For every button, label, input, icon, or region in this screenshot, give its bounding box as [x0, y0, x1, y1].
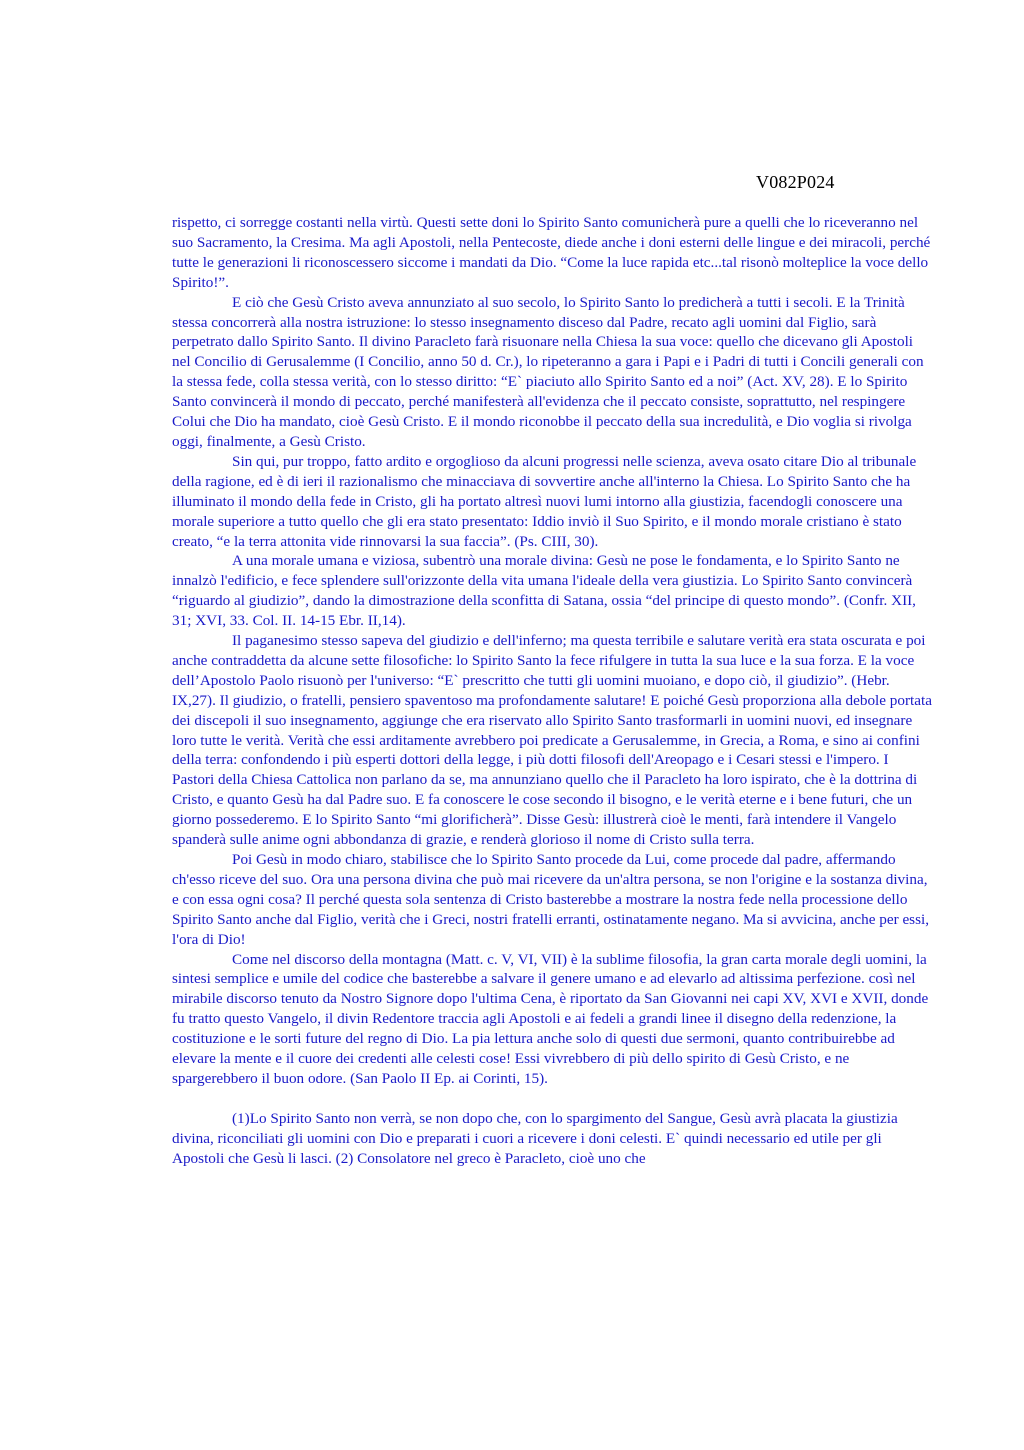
paragraph-2: E ciò che Gesù Cristo aveva annunziato al suo secolo, lo Spirito Santo lo predicherà a tutti i secoli. E la Trinità stessa concorrerà alla nostra istruzione: lo stesso insegnamento disceso dal Padre, recato agli uomini dal Figlio, sarà perpetrato dallo Spirito Santo. Il divino Paracleto farà risuonare nella Chiesa la sua voce: quello che dicevano gli Apostoli nel Concilio di Gerusalemme (I Concilio, anno 50 d. Cr.), lo ripeteranno a gara i Papi e i Padri di tutti i Concili generali con la stessa fede, colla stessa verità, con lo stesso diritto: “E` piaciuto allo Spirito Santo ed a noi” (Act. XV, 28). E lo Spirito Santo convincerà il mondo di peccato, perché manifesterà all'evidenza che il peccato consiste, soprattutto, nel respingere Colui che Dio ha mandato, cioè Gesù Cristo. E il mondo riconobbe il peccato della sua incredulità, e Dio voglia si rivolga oggi, finalmente, a Gesù Cristo. [172, 293, 924, 450]
paragraph-3: Sin qui, pur troppo, fatto ardito e orgoglioso da alcuni progressi nelle scienza, aveva osato citare Dio al tribunale della ragione, ed è di ieri il razionalismo che minacciava di sovvertire anche all'interno la Chiesa. Lo Spirito Santo che ha illuminato il mondo della fede in Cristo, gli ha portato altresì nuovi lumi intorno alla giustizia, facendogli conoscere una morale superiore a tutto quello che gli era stato presentato: Iddio inviò il Suo Spirito, e il mondo morale cristiano è stato creato, “e la terra attonita vide rinnovarsi la sua faccia”. (Ps. CIII, 30). [172, 452, 917, 550]
page-identifier: V082P024 [756, 172, 835, 192]
footnote: (1)Lo Spirito Santo non verrà, se non dopo che, con lo spargimento del Sangue, Gesù avrà placata la giustizia divina, riconciliati gli uomini con Dio e preparati i cuori a ricevere i doni celesti. E` quindi necessario ed utile per gli Apostoli che Gesù li lasci. (2) Consolatore nel greco è Paracleto, cioè uno che [172, 1109, 898, 1167]
paragraph-7: Come nel discorso della montagna (Matt. c. V, VI, VII) è la sublime filosofia, la gran carta morale degli uomini, la sintesi semplice e umile del codice che basterebbe a salvare il genere umano e ad elevarlo ad altissima perfezione. così nel mirabile discorso tenuto da Nostro Signore dopo l'ultima Cena, è riportato da San Giovanni nei capi XV, XVI e XVII, donde fu tratto questo Vangelo, il divin Redentore traccia agli Apostoli e ai fedeli a grandi linee il disegno della redenzione, la costituzione e le sorti future del regno di Dio. La pia lettura anche solo di questi due sermoni, quanto contribuirebbe ad elevare la mente e il cuore dei credenti alle celesti cose! Essi vivrebbero di più dello spirito di Gesù Cristo, e ne spargerebbero il buon odore. (San Paolo II Ep. ai Corinti, 15). [172, 950, 929, 1087]
paragraph-4: A una morale umana e viziosa, subentrò una morale divina: Gesù ne pose le fondamenta, e lo Spirito Santo ne innalzò l'edificio, e fece splendere sull'orizzonte della vita umana l'ideale della vera giustizia. Lo Spirito Santo convincerà “riguardo al giudizio”, dando la dimostrazione della sconfitta di Satana, ossia “del principe di questo mondo”. (Confr. XII, 31; XVI, 33. Col. II. 14-15 Ebr. II,14). [172, 552, 916, 630]
paragraph-1: rispetto, ci sorregge costanti nella virtù. Questi sette doni lo Spirito Santo comunicherà pure a quelli che lo riceveranno nel suo Sacramento, la Cresima. Ma agli Apostoli, nella Pentecoste, diede anche i doni esterni delle lingue e dei miracoli, perché tutte le generazioni li riconoscessero siccome i mandati da Dio. “Come la luce rapida etc...tal risonò molteplice la voce dello Spirito!”. [172, 214, 931, 291]
document-body [172, 213, 932, 1169]
paragraph-5: Il paganesimo stesso sapeva del giudizio e dell'inferno; ma questa terribile e salutare verità era stata oscurata e poi anche contraddetta da alcune sette filosofiche: lo Spirito Santo la fece rifulgere in tutta la sua luce e la sua forza. E la voce dell’Apostolo Paolo risuonò per l'universo: “E` prescritto che tutti gli uomini muoiano, e dopo ciò, il giudizio”. (Hebr. IX,27). Il giudizio, o fratelli, pensiero spaventoso ma profondamente salutare! E poiché Gesù proporziona alla debole portata dei discepoli il suo insegnamento, aggiunge che era riservato allo Spirito Santo trasformarli in uomini nuovi, ed insegnare loro tutte le verità. Verità che essi arditamente avrebbero poi predicate a Gerusalemme, in Grecia, a Roma, e sino ai confini della terra: confondendo i più esperti dottori della legge, i più dotti filosofi dell'Areopago e i Cesari stessi e l'impero. I Pastori della Chiesa Cattolica non parlano da se, ma annunziano quello che il Paracleto ha loro ispirato, che è la dottrina di Cristo, e quanto Gesù ha dal Padre suo. E fa conoscere le cose secondo il bisogno, e le verità eterne e i bene futuri, che un giorno possederemo. E lo Spirito Santo “mi glorificherà”. Disse Gesù: illustrerà cioè le menti, farà intendere il Vangelo spanderà sulle anime ogni abbondanza di grazie, e renderà glorioso il nome di Cristo sulla terra. [172, 632, 932, 849]
paragraph-6: Poi Gesù in modo chiaro, stabilisce che lo Spirito Santo procede da Lui, come procede dal padre, affermando ch'esso riceve del suo. Ora una persona divina che può mai ricevere da un'altra persona, se non l'origine e la sostanza divina, e con essa ogni cosa? Il perché questa sola sentenza di Cristo basterebbe a mostrare la nostra fede nella processione dello Spirito Santo anche dal Figlio, verità che i Greci, nostri fratelli erranti, ostinatamente negano. Ma si avvicina, anche per essi, l'ora di Dio! [172, 851, 930, 948]
